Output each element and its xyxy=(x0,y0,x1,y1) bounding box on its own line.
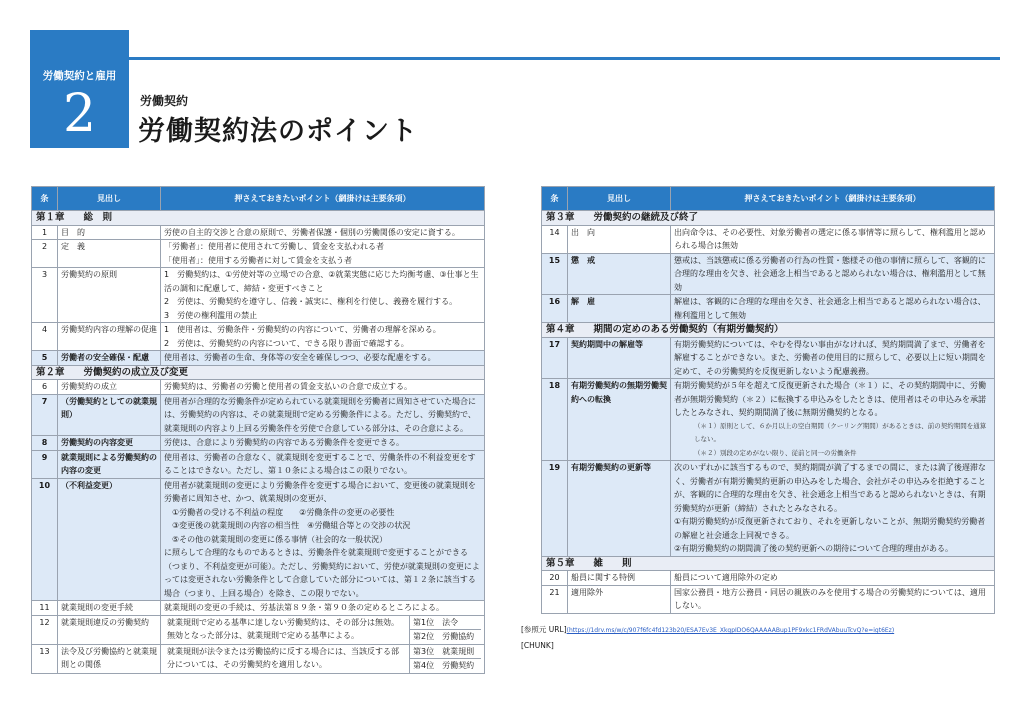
article-number: 19 xyxy=(542,461,568,557)
point-line: 使用者は、労働者の生命、身体等の安全を確保しつつ、必要な配慮をする。 xyxy=(164,353,436,362)
point-line: 労働契約は、労働者の労働と使用者の賃金支払いの合意で成立する。 xyxy=(164,382,412,391)
chapter-row xyxy=(542,556,995,571)
chapter-title: 第１章 総 則 xyxy=(32,211,485,226)
article-number: 20 xyxy=(542,571,568,586)
points-text xyxy=(164,645,409,673)
hierarchy-item: 第3位 就業規則 xyxy=(413,646,475,656)
article-heading: 就業規則違反の労働契約 xyxy=(58,615,161,644)
right-points-table xyxy=(541,186,995,614)
point-line: 「労働者」：使用者に使用されて労働し、賃金を支払われる者 xyxy=(164,242,384,251)
points-split xyxy=(164,616,481,644)
table-row xyxy=(32,450,485,478)
chapter-row xyxy=(542,323,995,338)
chapter-row xyxy=(542,211,995,226)
article-heading: 労働者の安全確保・配慮 xyxy=(58,351,161,366)
table-row xyxy=(32,644,485,673)
article-points xyxy=(671,295,995,323)
hierarchy-item: 第1位 法令 xyxy=(413,617,459,627)
chapter-title: 第５章 雑 則 xyxy=(542,556,995,571)
point-line: 出向命令は、その必要性、対象労働者の選定に係る事情等に照らして、権利濫用と認められる場合は無効 xyxy=(674,227,986,250)
article-heading: 就業規則による労働契約の内容の変更 xyxy=(58,450,161,478)
point-line: 就業規則の変更の手続は、労基法第８９条・第９０条の定めるところによる。 xyxy=(164,603,444,612)
article-number: 17 xyxy=(542,337,568,379)
article-points xyxy=(671,253,995,295)
article-points xyxy=(161,268,485,323)
article-number: 3 xyxy=(32,268,58,323)
article-points xyxy=(161,601,485,616)
hierarchy-box xyxy=(409,616,481,644)
table-row xyxy=(542,571,995,586)
hierarchy-item: 第2位 労働協約 xyxy=(410,629,481,644)
table-row xyxy=(32,601,485,616)
article-number: 6 xyxy=(32,380,58,395)
article-heading: 定 義 xyxy=(58,240,161,268)
article-points xyxy=(161,436,485,451)
table-row xyxy=(32,225,485,240)
article-points xyxy=(671,585,995,613)
point-line: 国家公務員・地方公務員・同居の親族のみを使用する場合の労働契約については、適用しない。 xyxy=(674,587,986,610)
point-line: 労使は、合意により労働契約の内容である労働条件を変更できる。 xyxy=(164,438,404,447)
article-points xyxy=(161,450,485,478)
col-points: 押さえておきたいポイント（網掛けは主要条項） xyxy=(671,187,995,211)
article-number: 1 xyxy=(32,225,58,240)
point-line: 使用者が就業規則の変更により労働条件を変更する場合において、変更後の就業規則を労働者に周知させ、かつ、就業規則の変更が、 xyxy=(164,480,476,503)
chapter-title: 第４章 期間の定めのある労働契約（有期労働契約） xyxy=(542,323,995,338)
article-heading: 有期労働契約の更新等 xyxy=(568,461,671,557)
page-title: 労働契約法のポイント xyxy=(138,116,418,147)
article-points xyxy=(161,644,485,673)
table-row xyxy=(542,337,995,379)
article-number: 21 xyxy=(542,585,568,613)
article-points xyxy=(161,380,485,395)
article-points xyxy=(161,351,485,366)
table-row xyxy=(542,379,995,461)
col-article: 条 xyxy=(32,187,58,211)
article-heading: 労働契約の成立 xyxy=(58,380,161,395)
table-row xyxy=(32,615,485,644)
point-line: 有期労働契約が５年を超えて反復更新された場合（＊１）に、その契約期間中に、労働者が無期労働契約（＊２）に転換する申込みをしたときは、使用者はその申込みを承諾したとみなされ、契約期間満了後に無期労働契約となる。 xyxy=(674,381,986,417)
article-heading: （労働契約としての就業規則） xyxy=(58,394,161,436)
table-row xyxy=(32,478,485,601)
table-row xyxy=(32,268,485,323)
article-points xyxy=(161,615,485,644)
hierarchy-box xyxy=(409,645,481,673)
point-line: 2 労使は、労働契約の内容について、できる限り書面で確認する。 xyxy=(164,338,409,348)
point-line: ②有期労働契約の期間満了後の契約更新への期待について合理的理由がある。 xyxy=(674,544,954,553)
article-number: 15 xyxy=(542,253,568,295)
chapter-row xyxy=(32,211,485,226)
col-heading: 見出し xyxy=(58,187,161,211)
point-line: 使用者が合理的な労働条件が定められている就業規則を労働者に周知させていた場合には、労働契約の内容は、その就業規則で定める労働条件による。ただし、労働契約で、就業規則の内容より上回る労働条件を労使で合意している部分は、その合意による。 xyxy=(164,396,476,433)
point-line: 1 使用者は、労働条件・労働契約の内容について、労働者の理解を深める。 xyxy=(164,325,441,334)
article-heading: 契約期間中の解雇等 xyxy=(568,337,671,379)
article-heading: 有期労働契約の無期労働契約への転換 xyxy=(568,379,671,461)
table-row xyxy=(542,253,995,295)
left-points-table xyxy=(31,186,485,674)
point-line: 3 労使の権利濫用の禁止 xyxy=(164,310,258,320)
point-line: ①有期労働契約が反復更新されており、それを更新しないことが、無期労働契約労働者の解雇と社会通念上同視できる。 xyxy=(674,517,986,540)
article-number: 18 xyxy=(542,379,568,461)
point-line: 「使用者」：使用する労働者に対して賃金を支払う者 xyxy=(164,255,352,265)
article-heading: 労働契約の内容変更 xyxy=(58,436,161,451)
table-row xyxy=(32,323,485,351)
point-line: 解雇は、客観的に合理的な理由を欠き、社会通念上相当であると認められない場合は、権利濫用として無効 xyxy=(674,297,986,320)
article-heading: （不利益変更） xyxy=(58,478,161,601)
reference-line xyxy=(521,624,894,635)
point-line: 懲戒は、当該懲戒に係る労働者の行為の性質・態様その他の事情に照らして、客観的に合理的な理由を欠き、社会通念上相当であると認められない場合は、権利濫用として無効 xyxy=(674,255,986,292)
points-split xyxy=(164,645,481,673)
point-line: 1 労働契約は、①労使対等の立場での合意、②就業実態に応じた均衡考慮、③仕事と生活の調和に配慮して、締結・変更すべきこと xyxy=(164,270,479,293)
point-line: に照らして合理的なものであるときは、労働条件を就業規則で変更することができる（つまり、不利益変更が可能）。ただし、労働契約において、労使が就業規則の変更によっては変更されない労働条件として合意していた部分については、第１２条に該当する場合（つまり、上回る場合）を除き、この限りでない。 xyxy=(164,548,480,598)
reference-url[interactable]: (https://1drv.ms/w/c/907f6fc4fd123b20/ESA7Ev3E_XkgpIDO6QAAAAABup1PF9xkc1FRdVAbuuTcvQ?e=igt6Ez) xyxy=(566,627,895,634)
article-heading: 法令及び労働協約と就業規則との関係 xyxy=(58,644,161,673)
page-subtitle: 労働契約 xyxy=(140,94,189,108)
article-points xyxy=(161,240,485,268)
points-text xyxy=(164,616,409,644)
point-line: ①労働者の受ける不利益の程度 ②労働条件の変更の必要性 xyxy=(164,507,395,517)
point-line: 就業規則で定める基準に達しない労働契約は、その部分は無効。無効となった部分は、就業規則で定める基準による。 xyxy=(167,617,399,640)
point-note: （＊２）別段の定めがない限り、従前と同一の労働条件 xyxy=(694,448,857,457)
article-number: 10 xyxy=(32,478,58,601)
article-heading: 懲 戒 xyxy=(568,253,671,295)
article-number: 14 xyxy=(542,225,568,253)
article-points xyxy=(671,571,995,586)
article-number: 5 xyxy=(32,351,58,366)
reference-label: [参照元 URL] xyxy=(521,625,567,634)
table-row xyxy=(542,225,995,253)
article-heading: 労働契約の原則 xyxy=(58,268,161,323)
article-points xyxy=(161,323,485,351)
top-rule xyxy=(129,57,1000,60)
hierarchy-item: 第4位 労働契約 xyxy=(410,658,481,673)
point-line: 2 労使は、労働契約を遵守し、信義・誠実に、権利を行使し、義務を履行する。 xyxy=(164,297,458,306)
article-points xyxy=(671,379,995,461)
badge-category: 労働契約と雇用 xyxy=(42,70,117,82)
table-row xyxy=(32,380,485,395)
point-line: 労使の自主的交渉と合意の原則で、労働者保護・個別の労働関係の安定に資する。 xyxy=(164,227,460,237)
article-points xyxy=(161,478,485,601)
article-number: 9 xyxy=(32,450,58,478)
article-number: 13 xyxy=(32,644,58,673)
table-row xyxy=(542,295,995,323)
article-heading: 就業規則の変更手続 xyxy=(58,601,161,616)
point-note: （＊１）原則として、６か月以上の空白期間（クーリング期間）があるときは、前の契約期間を通算しない。 xyxy=(694,421,987,443)
chapter-row xyxy=(32,365,485,380)
article-number: 4 xyxy=(32,323,58,351)
chapter-title: 第２章 労働契約の成立及び変更 xyxy=(32,365,485,380)
col-heading: 見出し xyxy=(568,187,671,211)
article-heading: 船員に関する特例 xyxy=(568,571,671,586)
point-line: ③変更後の就業規則の内容の相当性 ④労働組合等との交渉の状況 xyxy=(164,521,411,530)
article-number: 7 xyxy=(32,394,58,436)
point-line: 次のいずれかに該当するもので、契約期間が満了するまでの間に、または満了後遅滞なく、労働者が有期労働契約更新の申込みをした場合、会社がその申込みを拒絶することが、客観的に合理的な理由を欠き、社会通念上相当であると認められないときは、有期労働契約が更新（締結）されたとみなされる。 xyxy=(674,463,986,513)
table-row xyxy=(32,394,485,436)
article-number: 12 xyxy=(32,615,58,644)
badge-number: 2 xyxy=(62,84,97,144)
point-line: 使用者は、労働者の合意なく、就業規則を変更することで、労働条件の不利益変更をすることはできない。ただし、第１０条による場合はこの限りでない。 xyxy=(164,452,476,475)
col-points: 押さえておきたいポイント（網掛けは主要条項） xyxy=(161,187,485,211)
article-number: 2 xyxy=(32,240,58,268)
article-heading: 適用除外 xyxy=(568,585,671,613)
article-points xyxy=(671,461,995,557)
article-points xyxy=(671,225,995,253)
chapter-badge xyxy=(30,30,129,148)
table-row xyxy=(32,240,485,268)
article-points xyxy=(161,394,485,436)
chunk-marker: [CHUNK] xyxy=(521,641,554,650)
article-number: 8 xyxy=(32,436,58,451)
table-row xyxy=(32,351,485,366)
table-row xyxy=(542,585,995,613)
point-line: 船員について適用除外の定め xyxy=(674,573,778,582)
table-row xyxy=(32,436,485,451)
chapter-title: 第３章 労働契約の継続及び終了 xyxy=(542,211,995,226)
article-heading: 目 的 xyxy=(58,225,161,240)
article-heading: 労働契約内容の理解の促進 xyxy=(58,323,161,351)
col-article: 条 xyxy=(542,187,568,211)
article-number: 16 xyxy=(542,295,568,323)
article-points xyxy=(671,337,995,379)
article-points xyxy=(161,225,485,240)
table-row xyxy=(542,461,995,557)
point-line: ⑤その他の就業規則の変更に係る事情（社会的な一般状況） xyxy=(164,534,388,544)
article-heading: 解 雇 xyxy=(568,295,671,323)
point-line: 就業規則が法令または労働協約に反する場合には、当該反する部分については、その労働契約を適用しない。 xyxy=(167,646,399,669)
article-number: 11 xyxy=(32,601,58,616)
article-heading: 出 向 xyxy=(568,225,671,253)
point-line: 有期労働契約については、やむを得ない事由がなければ、契約期間満了まで、労働者を解雇することができない。また、労働者の使用目的に照らして、必要以上に短い期間を定めて、その労働契約を反復更新しないよう配慮義務。 xyxy=(674,339,986,376)
